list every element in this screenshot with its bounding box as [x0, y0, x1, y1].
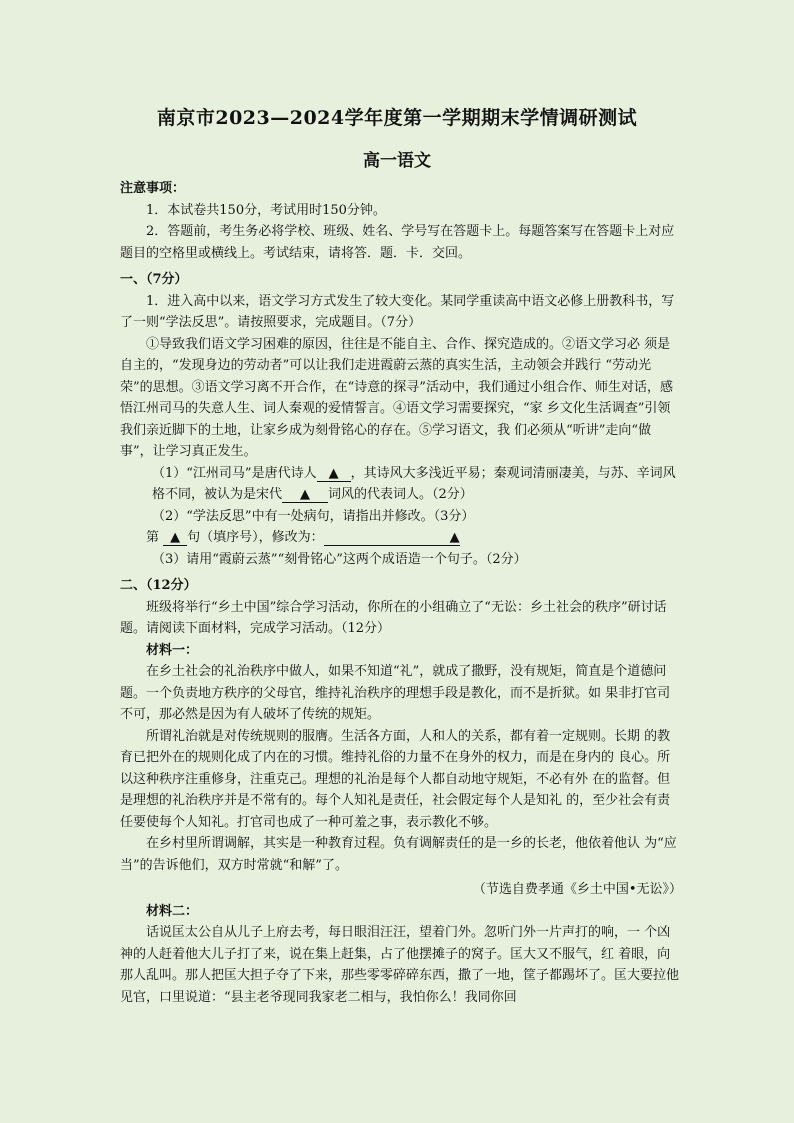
question1-intro: 1．进入高中以来，语文学习方式发生了较大变化。某同学重读高中语文必修上册教科书，写了一则“学法反思”。请按照要求，完成题目。（7分）: [120, 293, 675, 330]
answer-blank-style: ▲: [282, 487, 328, 503]
answer-blank-revision: ▲: [324, 530, 460, 546]
section2-heading: 二、（12分）: [120, 578, 197, 593]
exam-subtitle: 高一语文: [363, 151, 431, 171]
subquestion-1: [120, 463, 682, 506]
section1-heading: 一、（7分）: [120, 272, 188, 287]
subquestion-1-part-c: 词风的代表词人。（2分）: [328, 487, 473, 502]
answer-prefix: 第: [146, 530, 160, 545]
material1-paragraph-3: 在乡村里所谓调解，其实是一种教育过程。负有调解责任的是一乡的长老，他依着他认 为“应当”的告诉他们，双方时常就“和解”了。: [120, 836, 677, 873]
notice-heading: 注意事项：: [120, 181, 186, 196]
material2-paragraph-1: 话说匡太公自从儿子上府去考，每日眼泪汪汪，望着门外。忽听门外一片声打的响，一 个凶神的人赶着他大儿子打了来，说在集上赶集，占了他摆摊子的窝子。匡大又不服气，红 着眼，向那人乱叫。那人把匡大担子夺了下来，那些零零碎碎东西，撒了一地，筐子都踢坏了。匡大要拉他见官，口里说道：“县主老爷现同我家老二相与，我怕你么！我同你回: [120, 925, 680, 1005]
reflection-passage: ①导致我们语文学习困难的原因，往往是不能自主、合作、探究造成的。②语文学习必 须是自主的，“发现身边的劳动者”可以让我们走进霞蔚云蒸的真实生活，主动领会并践行 “劳动光荣”的思想。③语文学习离不开合作，在“诗意的探寻”活动中，我们通过小组合作、师生对话，感悟江州司马的失意人生、词人秦观的爱情誓言。④语文学习需要探究，“家 乡文化生活调查”引领我们亲近脚下的土地，让家乡成为刻骨铭心的存在。⑤学习语文，我 们必须从“听讲”走向“做事”，让学习真正发生。: [120, 336, 673, 459]
answer-blank-sentence-number: ▲: [163, 530, 187, 546]
subquestion-2: （2）“学法反思”中有一处病句，请指出并修改。（3分）: [152, 508, 475, 524]
activity-intro: 班级将举行“乡土中国”综合学习活动，你所在的小组确立了“无讼：乡土社会的秩序”研讨话题。请阅读下面材料，完成学习活动。（12分）: [120, 599, 667, 636]
answer-middle: 句（填序号），修改为：: [187, 530, 324, 545]
material1-source: （节选自费孝通《乡土中国•无讼》）: [472, 882, 682, 897]
subquestion-3: （3）请用“霞蔚云蒸”“刻骨铭心”这两个成语造一个句子。（2分）: [152, 551, 527, 567]
subquestion-1-part-b: ，其诗风大多浅近平易；秦观词清丽凄美，与苏、辛词风格不同，被认为是宋代: [152, 465, 676, 502]
subquestion-2-answer-line: [120, 527, 682, 549]
exam-title: 南京市2023—2024学年度第一学期期末学情调研测试: [156, 107, 638, 129]
subquestion-1-part-a: （1）“江州司马”是唐代诗人: [152, 465, 317, 481]
notice-item-2: 2．答题前，考生务必将学校、班级、姓名、学号写在答题卡上。每题答案写在答题卡上对应题目的空格里或横线上。考试结束，请将答．题．卡．交回。: [120, 224, 675, 261]
notice-item-1: 1．本试卷共150分，考试用时150分钟。: [146, 202, 386, 218]
material1-paragraph-1: 在乡土社会的礼治秩序中做人，如果不知道“礼”，就成了撒野，没有规矩，简直是个道德问题。一个负责地方秩序的父母官，维持礼治秩序的理想手段是教化，而不是折狱。如 果非打官司不可，那必然是因为有人破坏了传统的规矩。: [120, 664, 671, 722]
answer-blank-poet: ▲: [317, 466, 351, 482]
material1-paragraph-2: 所谓礼治就是对传统规则的服膺。生活各方面，人和人的关系，都有着一定规则。长期 的教育已把外在的规则化成了内在的习惯。维持礼俗的力量不在身外的权力，而是在身内的 良心。所以这种秩序注重修身，注重克己。理想的礼治是每个人都自动地守规矩，不必有外 在的监督。但是理想的礼治秩序并是不常有的。每个人知礼是责任，社会假定每个人是知礼 的，至少社会有责任要使每个人知礼。打官司也成了一种可羞之事，表示教化不够。: [120, 728, 671, 830]
material2-label: 材料二：: [146, 903, 199, 919]
exam-content: [120, 178, 682, 1008]
material1-label: 材料一：: [146, 642, 199, 658]
